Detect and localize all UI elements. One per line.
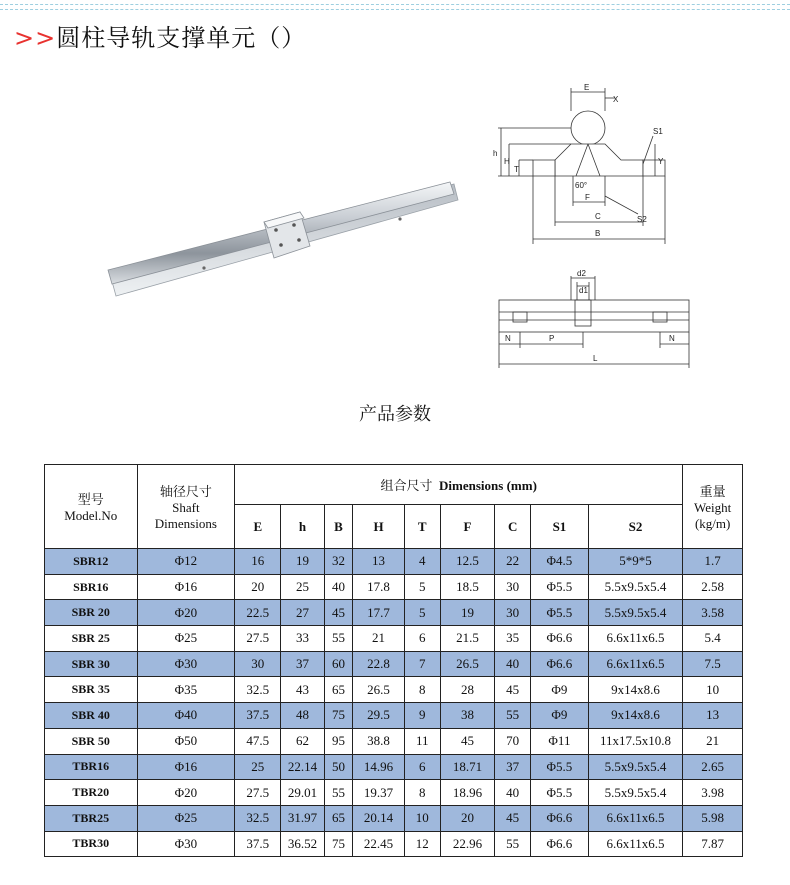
cell-h: 22.45 <box>353 831 404 857</box>
page-title <box>14 22 306 54</box>
cell-s1: Φ5.5 <box>531 600 589 626</box>
cell-c: 55 <box>495 831 531 857</box>
cell-weight: 2.65 <box>683 754 743 780</box>
cell-c: 70 <box>495 728 531 754</box>
cell-e: 37.5 <box>235 703 281 729</box>
cell-t: 8 <box>404 780 440 806</box>
cell-weight: 13 <box>683 703 743 729</box>
cell-b: 32 <box>324 549 353 575</box>
spec-table <box>44 464 743 857</box>
cell-s2: 5.5x9.5x5.4 <box>588 600 683 626</box>
cell-shaft: Φ16 <box>137 574 235 600</box>
label-N-right: N <box>669 334 675 343</box>
cell-e: 47.5 <box>235 728 281 754</box>
cell-c: 37 <box>495 754 531 780</box>
cell-weight: 3.58 <box>683 600 743 626</box>
cell-h: 13 <box>353 549 404 575</box>
label-X: X <box>613 95 619 104</box>
cell-h: 36.52 <box>281 831 324 857</box>
table-row <box>45 703 743 729</box>
cell-b: 95 <box>324 728 353 754</box>
table-row <box>45 600 743 626</box>
cell-weight: 7.5 <box>683 651 743 677</box>
cell-s1: Φ11 <box>531 728 589 754</box>
cell-t: 6 <box>404 754 440 780</box>
cell-h: 17.7 <box>353 600 404 626</box>
label-d2: d2 <box>577 269 586 278</box>
label-H: H <box>504 157 510 166</box>
cell-s2: 5.5x9.5x5.4 <box>588 780 683 806</box>
label-B: B <box>595 229 601 238</box>
cell-s2: 5.5x9.5x5.4 <box>588 574 683 600</box>
cell-f: 21.5 <box>440 626 494 652</box>
cell-b: 55 <box>324 626 353 652</box>
title-arrow: >> <box>14 24 57 52</box>
cell-t: 9 <box>404 703 440 729</box>
cell-h: 37 <box>281 651 324 677</box>
cell-h: 14.96 <box>353 754 404 780</box>
cell-h: 43 <box>281 677 324 703</box>
cell-b: 65 <box>324 677 353 703</box>
cell-s2: 5.5x9.5x5.4 <box>588 754 683 780</box>
header-weight: 重量 Weight (kg/m) <box>683 465 743 549</box>
table-row <box>45 754 743 780</box>
label-T: T <box>514 165 519 174</box>
header-b: B <box>324 505 353 549</box>
side-view-drawing <box>493 268 698 368</box>
cell-h: 19.37 <box>353 780 404 806</box>
cell-s2: 9x14x8.6 <box>588 677 683 703</box>
cell-e: 32.5 <box>235 677 281 703</box>
cell-c: 35 <box>495 626 531 652</box>
cell-b: 75 <box>324 703 353 729</box>
cell-h: 29.01 <box>281 780 324 806</box>
cell-s2: 9x14x8.6 <box>588 703 683 729</box>
cell-c: 45 <box>495 805 531 831</box>
table-row <box>45 780 743 806</box>
cell-shaft: Φ25 <box>137 626 235 652</box>
cell-e: 27.5 <box>235 780 281 806</box>
table-row <box>45 626 743 652</box>
cell-c: 45 <box>495 677 531 703</box>
cell-weight: 7.87 <box>683 831 743 857</box>
cell-f: 18.71 <box>440 754 494 780</box>
cell-f: 19 <box>440 600 494 626</box>
cell-h: 20.14 <box>353 805 404 831</box>
cell-shaft: Φ50 <box>137 728 235 754</box>
cell-model: SBR12 <box>45 549 138 575</box>
label-P: P <box>549 334 555 343</box>
cell-t: 6 <box>404 626 440 652</box>
cell-f: 12.5 <box>440 549 494 575</box>
header-model: 型号 Model.No <box>45 465 138 549</box>
cell-c: 55 <box>495 703 531 729</box>
cell-c: 40 <box>495 651 531 677</box>
cell-s2: 6.6x11x6.5 <box>588 651 683 677</box>
cell-s2: 6.6x11x6.5 <box>588 831 683 857</box>
cell-s1: Φ6.6 <box>531 831 589 857</box>
cell-h: 17.8 <box>353 574 404 600</box>
top-divider <box>0 4 790 10</box>
header-c: C <box>495 505 531 549</box>
label-C: C <box>595 212 601 221</box>
cell-c: 22 <box>495 549 531 575</box>
table-row <box>45 574 743 600</box>
table-row <box>45 677 743 703</box>
cell-model: SBR 50 <box>45 728 138 754</box>
cell-h: 22.8 <box>353 651 404 677</box>
label-S1: S1 <box>653 127 663 136</box>
cell-weight: 1.7 <box>683 549 743 575</box>
cell-h: 33 <box>281 626 324 652</box>
cell-h: 31.97 <box>281 805 324 831</box>
label-d1: d1 <box>579 286 588 295</box>
cell-c: 40 <box>495 780 531 806</box>
cell-weight: 10 <box>683 677 743 703</box>
cell-model: SBR16 <box>45 574 138 600</box>
cell-s1: Φ5.5 <box>531 754 589 780</box>
cell-model: SBR 25 <box>45 626 138 652</box>
header-f: F <box>440 505 494 549</box>
cell-model: TBR16 <box>45 754 138 780</box>
header-s1: S1 <box>531 505 589 549</box>
header-s2: S2 <box>588 505 683 549</box>
cell-e: 25 <box>235 754 281 780</box>
cell-e: 37.5 <box>235 831 281 857</box>
cell-e: 30 <box>235 651 281 677</box>
product-photo <box>104 178 464 318</box>
cell-weight: 21 <box>683 728 743 754</box>
label-Y: Y <box>658 157 664 166</box>
cell-shaft: Φ30 <box>137 831 235 857</box>
header-h: h <box>281 505 324 549</box>
cell-t: 7 <box>404 651 440 677</box>
cell-h: 19 <box>281 549 324 575</box>
cell-model: TBR25 <box>45 805 138 831</box>
label-N-left: N <box>505 334 511 343</box>
cell-s2: 6.6x11x6.5 <box>588 805 683 831</box>
cell-t: 5 <box>404 574 440 600</box>
cell-t: 5 <box>404 600 440 626</box>
cell-s1: Φ9 <box>531 677 589 703</box>
label-F: F <box>585 193 590 202</box>
cell-c: 30 <box>495 574 531 600</box>
cell-model: SBR 40 <box>45 703 138 729</box>
cell-h: 29.5 <box>353 703 404 729</box>
cell-e: 27.5 <box>235 626 281 652</box>
cell-t: 12 <box>404 831 440 857</box>
label-angle: 60° <box>575 181 588 190</box>
table-row <box>45 549 743 575</box>
cell-model: SBR 35 <box>45 677 138 703</box>
cell-model: SBR 30 <box>45 651 138 677</box>
table-row <box>45 805 743 831</box>
cell-b: 50 <box>324 754 353 780</box>
cross-section-drawing <box>493 84 668 249</box>
cell-shaft: Φ20 <box>137 780 235 806</box>
cell-shaft: Φ16 <box>137 754 235 780</box>
cell-b: 65 <box>324 805 353 831</box>
cell-s1: Φ4.5 <box>531 549 589 575</box>
cell-e: 16 <box>235 549 281 575</box>
cell-h: 25 <box>281 574 324 600</box>
cell-shaft: Φ40 <box>137 703 235 729</box>
cell-b: 60 <box>324 651 353 677</box>
title-text: 圆柱导轨支撑单元（） <box>56 24 307 52</box>
table-row <box>45 831 743 857</box>
cell-f: 18.96 <box>440 780 494 806</box>
cell-b: 75 <box>324 831 353 857</box>
cell-e: 32.5 <box>235 805 281 831</box>
section-title: 产品参数 <box>359 404 431 425</box>
cell-model: TBR30 <box>45 831 138 857</box>
cell-b: 45 <box>324 600 353 626</box>
cell-f: 26.5 <box>440 651 494 677</box>
cell-t: 4 <box>404 549 440 575</box>
cell-s1: Φ5.5 <box>531 574 589 600</box>
cell-h: 26.5 <box>353 677 404 703</box>
cell-shaft: Φ25 <box>137 805 235 831</box>
cell-s1: Φ6.6 <box>531 626 589 652</box>
cell-weight: 5.98 <box>683 805 743 831</box>
table-row <box>45 728 743 754</box>
cell-f: 45 <box>440 728 494 754</box>
label-L: L <box>593 354 598 363</box>
cell-b: 40 <box>324 574 353 600</box>
cell-e: 22.5 <box>235 600 281 626</box>
header-dimensions: 组合尺寸 Dimensions (mm) <box>235 465 683 505</box>
cell-s1: Φ9 <box>531 703 589 729</box>
cell-b: 55 <box>324 780 353 806</box>
cell-e: 20 <box>235 574 281 600</box>
cell-h: 62 <box>281 728 324 754</box>
cell-h: 38.8 <box>353 728 404 754</box>
cell-t: 11 <box>404 728 440 754</box>
cell-h: 27 <box>281 600 324 626</box>
cell-t: 8 <box>404 677 440 703</box>
cell-t: 10 <box>404 805 440 831</box>
table-row <box>45 651 743 677</box>
cell-model: TBR20 <box>45 780 138 806</box>
label-E: E <box>584 84 590 92</box>
cell-shaft: Φ12 <box>137 549 235 575</box>
cell-s1: Φ5.5 <box>531 780 589 806</box>
cell-f: 20 <box>440 805 494 831</box>
cell-weight: 2.58 <box>683 574 743 600</box>
cell-weight: 5.4 <box>683 626 743 652</box>
cell-h: 48 <box>281 703 324 729</box>
cell-s1: Φ6.6 <box>531 651 589 677</box>
cell-shaft: Φ35 <box>137 677 235 703</box>
cell-c: 30 <box>495 600 531 626</box>
cell-s2: 11x17.5x10.8 <box>588 728 683 754</box>
header-h: H <box>353 505 404 549</box>
header-t: T <box>404 505 440 549</box>
cell-f: 38 <box>440 703 494 729</box>
cell-f: 18.5 <box>440 574 494 600</box>
cell-h: 22.14 <box>281 754 324 780</box>
cell-model: SBR 20 <box>45 600 138 626</box>
cell-weight: 3.98 <box>683 780 743 806</box>
cell-f: 22.96 <box>440 831 494 857</box>
label-h: h <box>493 149 498 158</box>
cell-s2: 5*9*5 <box>588 549 683 575</box>
cell-s2: 6.6x11x6.5 <box>588 626 683 652</box>
cell-s1: Φ6.6 <box>531 805 589 831</box>
header-shaft: 轴径尺寸 Shaft Dimensions <box>137 465 235 549</box>
cell-shaft: Φ20 <box>137 600 235 626</box>
header-e: E <box>235 505 281 549</box>
cell-f: 28 <box>440 677 494 703</box>
cell-h: 21 <box>353 626 404 652</box>
cell-shaft: Φ30 <box>137 651 235 677</box>
label-S2: S2 <box>637 215 647 224</box>
